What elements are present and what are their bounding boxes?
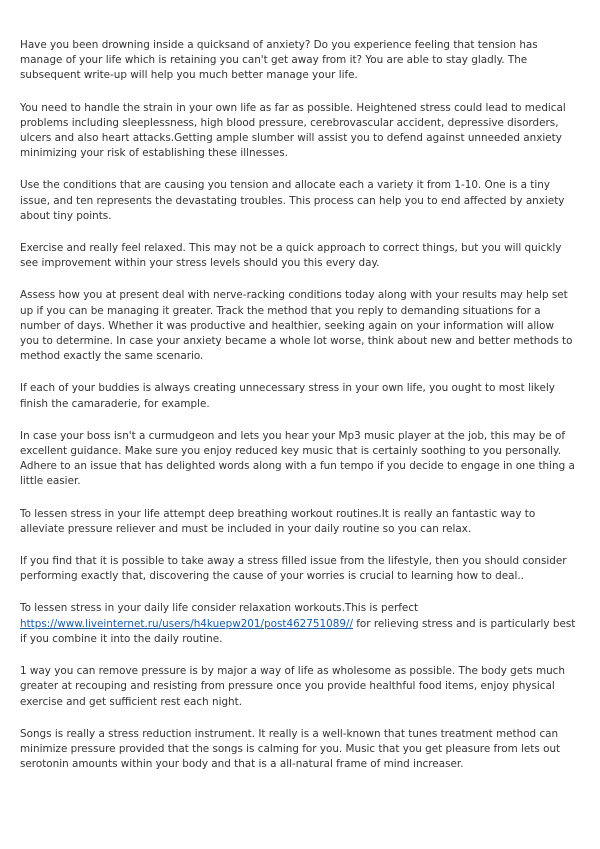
- link-paragraph-after: for relieving stress and is particularly best if you combine it into the daily routine.: [20, 617, 576, 645]
- link-paragraph-before: To lessen stress in your daily life consider relaxation workouts.This is perfect: [20, 602, 419, 615]
- paragraph-handle-strain: You need to handle the strain in your own life as far as possible. Heightened stress could lead to medical problems including sleeplessness, high blood pressure, cerebrovascular accident, depressive disorders, ulcers and also heart attacks.Getting ample slumber will assist you to defend against unneeded anxiety minimizing your risk of establishing these illnesses.: [20, 101, 566, 160]
- paragraph-buddies: If each of your buddies is always creating unnecessary stress in your own life, you ought to most likely finish the camaraderie, for example.: [20, 382, 555, 410]
- paragraph-intro: Have you been drowning inside a quicksand of anxiety? Do you experience feeling that tension has manage of your life which is retaining you can't get away from it? You are able to stay gladly. The subsequent write-up will help you much better manage your life.: [20, 39, 538, 82]
- paragraph-breathing: To lessen stress in your life attempt deep breathing workout routines.It is really an fantastic way to alleviate pressure reliever and must be included in your daily routine so you can relax.: [20, 507, 536, 535]
- paragraph-assess: Assess how you at present deal with nerve-racking conditions today along with your results may help set up if you can be managing it greater. Track the method that you reply to demanding situations for a number of days. Whether it was productive and healthier, seeking again on your information will allow you to determine. In case your anxiety became a whole lot worse, think about new and better methods to method exactly the same scenario.: [20, 289, 573, 363]
- paragraph-rate-conditions: Use the conditions that are causing you tension and allocate each a variety it from 1-10. One is a tiny issue, and ten represents the devastating troubles. This process can help you to end affected by anxiety about tiny points.: [20, 179, 565, 222]
- paragraph-wholesome-life: 1 way you can remove pressure is by major a way of life as wholesome as possible. The body gets much greater at recouping and resisting from pressure once you provide healthful food items, enjoy physical exercise and get sufficient rest each night.: [20, 665, 565, 708]
- paragraph-remove-issue: If you find that it is possible to take away a stress filled issue from the lifestyle, then you should consider performing exactly that, discovering the cause of your worries is crucial to learning how to deal..: [20, 555, 567, 583]
- paragraph-exercise: Exercise and really feel relaxed. This may not be a quick approach to correct things, but you will quickly see improvement within your stress levels should you this every day.: [20, 242, 562, 270]
- paragraph-songs: Songs is really a stress reduction instrument. It really is a well-known that tunes treatment method can minimize pressure provided that the songs is calming for you. Music that you get pleasure from lets out serotonin amounts within your body and that is a all-natural frame of mind increaser.: [20, 727, 561, 771]
- paragraph-music-at-work: In case your boss isn't a curmudgeon and lets you hear your Mp3 music player at the job, this may be of excellent guidance. Make sure you enjoy reduced key music that is certainly soothing to you personally. Adhere to an issue that has delighted words along with a fun tempo if you decide to engage in one thing a little easier.: [20, 429, 575, 488]
- article-body: [20, 38, 576, 789]
- paragraph-relaxation-link: [20, 601, 576, 647]
- article-link[interactable]: https://www.liveinternet.ru/users/h4kuepw201/post462751089//: [20, 617, 353, 630]
